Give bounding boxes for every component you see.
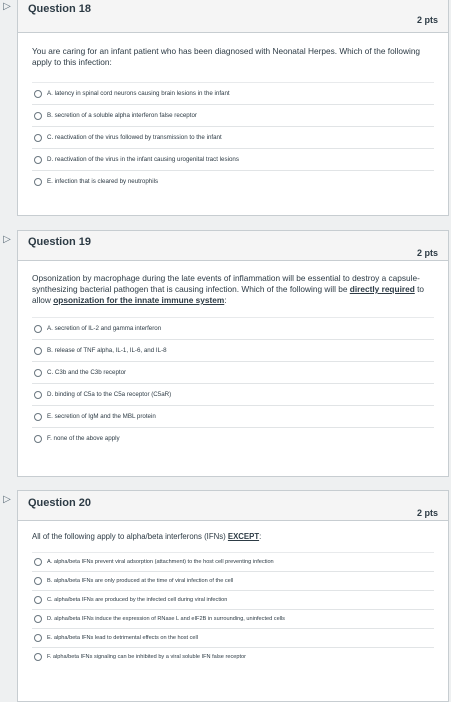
radio-button[interactable] (34, 178, 42, 186)
answer-label: C. reactivation of the virus followed by transmission to the infant (47, 134, 222, 141)
question-title: Question 20 (28, 497, 91, 509)
answer-list (32, 317, 434, 449)
question-text: All of the following apply to alpha/beta interferons (IFNs) EXCEPT: (32, 532, 262, 541)
radio-button[interactable] (34, 634, 42, 642)
radio-button[interactable] (34, 558, 42, 566)
answer-label: D. reactivation of the virus in the infant causing urogenital tract lesions (47, 156, 239, 163)
answer-option[interactable] (32, 104, 434, 126)
answer-label: E. infection that is cleared by neutrophils (47, 178, 159, 185)
answer-list (32, 552, 434, 666)
radio-button[interactable] (34, 391, 42, 399)
emphasis-text: directly required (349, 284, 415, 294)
question-body (18, 261, 448, 449)
question-body (18, 521, 448, 666)
answer-label: E. alpha/beta IFNs lead to detrimental effects on the host cell (47, 635, 199, 641)
answer-option[interactable] (32, 647, 434, 666)
radio-button[interactable] (34, 653, 42, 661)
answer-option[interactable] (32, 590, 434, 609)
emphasis-text: EXCEPT (227, 532, 260, 541)
radio-button[interactable] (34, 347, 42, 355)
answer-option[interactable] (32, 361, 434, 383)
radio-button[interactable] (34, 369, 42, 377)
question-card-18 (17, 0, 449, 216)
question-text: Opsonization by macrophage during the late events of inflammation will be essential to destroy a capsule-synthesizing bacterial pathogen that is causing infection. Which of the following will be directly required to allow opsonization for the innate immune system: (32, 273, 425, 305)
question-title: Question 18 (28, 3, 91, 15)
answer-option[interactable] (32, 82, 434, 104)
answer-option[interactable] (32, 317, 434, 339)
question-points: 2 pts (416, 15, 438, 25)
question-title: Question 19 (28, 236, 91, 248)
radio-button[interactable] (34, 112, 42, 120)
answer-label: E. secretion of IgM and the MBL protein (47, 413, 156, 420)
question-points: 2 pts (416, 248, 438, 258)
question-header (18, 491, 448, 521)
radio-button[interactable] (34, 156, 42, 164)
answer-label: D. alpha/beta IFNs induce the expression of RNase L and eIF2B in surrounding, uninfected cells (47, 616, 285, 622)
question-card-19 (17, 230, 449, 477)
emphasis-text: opsonization for the innate immune system (53, 295, 225, 305)
question-points: 2 pts (416, 508, 438, 518)
answer-label: F. none of the above apply (47, 435, 120, 442)
question-header (18, 231, 448, 261)
answer-label: B. release of TNF alpha, IL-1, IL-6, and IL-8 (47, 347, 167, 354)
answer-option[interactable] (32, 609, 434, 628)
radio-button[interactable] (34, 90, 42, 98)
answer-option[interactable] (32, 126, 434, 148)
answer-option[interactable] (32, 628, 434, 647)
flag-question-icon[interactable]: ▷ (3, 1, 11, 12)
answer-label: A. latency in spinal cord neurons causing brain lesions in the infant (47, 90, 230, 97)
answer-label: A. alpha/beta IFNs prevent viral adsorption (attachment) to the host cell preventing infection (47, 559, 274, 565)
answer-label: F. alpha/beta IFNs signaling can be inhibited by a viral soluble IFN false receptor (47, 654, 246, 660)
question-body (18, 33, 448, 192)
answer-option[interactable] (32, 571, 434, 590)
radio-button[interactable] (34, 577, 42, 585)
answer-label: D. binding of C5a to the C5a receptor (C5aR) (47, 391, 172, 398)
radio-button[interactable] (34, 134, 42, 142)
answer-label: C. C3b and the C3b receptor (47, 369, 127, 376)
answer-option[interactable] (32, 427, 434, 449)
question-text: You are caring for an infant patient who has been diagnosed with Neonatal Herpes. Which of the following apply to this infection: (32, 46, 421, 67)
question-header (18, 0, 448, 33)
answer-label: C. alpha/beta IFNs are produced by the infected cell during viral infection (47, 597, 228, 603)
answer-option[interactable] (32, 339, 434, 361)
answer-label: B. alpha/beta IFNs are only produced at the time of viral infection of the cell (47, 578, 234, 584)
answer-option[interactable] (32, 552, 434, 571)
flag-question-icon[interactable]: ▷ (3, 234, 11, 245)
answer-option[interactable] (32, 170, 434, 192)
answer-option[interactable] (32, 383, 434, 405)
radio-button[interactable] (34, 596, 42, 604)
radio-button[interactable] (34, 325, 42, 333)
flag-question-icon[interactable]: ▷ (3, 494, 11, 505)
answer-option[interactable] (32, 405, 434, 427)
radio-button[interactable] (34, 615, 42, 623)
answer-list (32, 82, 434, 192)
radio-button[interactable] (34, 413, 42, 421)
question-card-20 (17, 490, 449, 702)
answer-label: B. secretion of a soluble alpha interferon false receptor (47, 112, 197, 119)
radio-button[interactable] (34, 435, 42, 443)
answer-option[interactable] (32, 148, 434, 170)
answer-label: A. secretion of IL-2 and gamma interferon (47, 325, 162, 332)
